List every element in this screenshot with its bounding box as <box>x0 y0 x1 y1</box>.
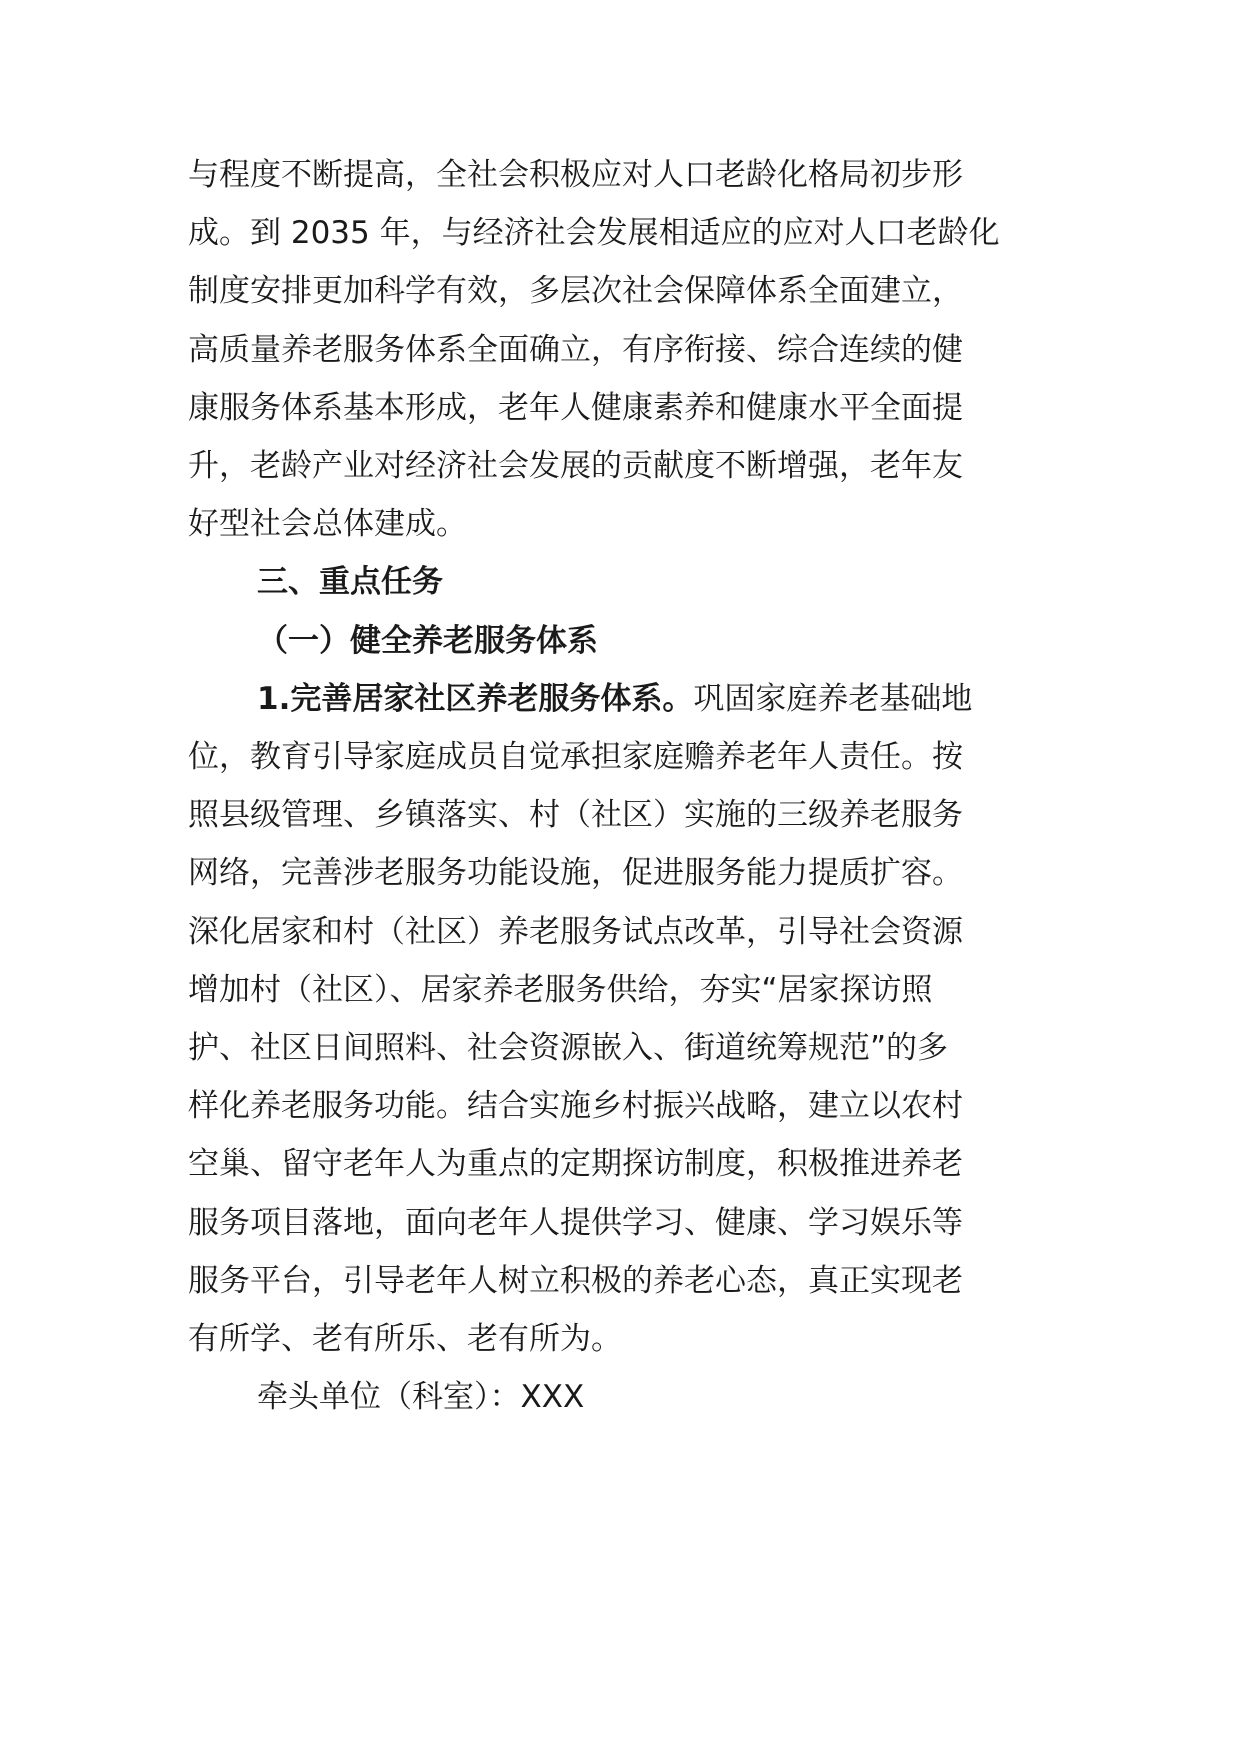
body-line-6: 升，老龄产业对经济社会发展的贡献度不断增强，老年友 <box>188 448 963 484</box>
body-line-7: 好型社会总体建成。 <box>188 506 467 542</box>
item1-line-6: 增加村（社区）、居家养老服务供给，夯实“居家探访照 <box>188 972 933 1008</box>
body-line-3: 制度安排更加科学有效，多层次社会保障体系全面建立， <box>188 273 963 309</box>
body-line-5: 康服务体系基本形成，老年人健康素养和健康水平全面提 <box>188 390 963 426</box>
section-heading: 三、重点任务 <box>257 564 443 600</box>
item1-line-4: 网络，完善涉老服务功能设施，促进服务能力提质扩容。 <box>188 855 963 891</box>
item1-first-line <box>257 679 972 719</box>
item1-title: 1.完善居家社区养老服务体系。 <box>257 681 694 717</box>
body-line-1: 与程度不断提高，全社会积极应对人口老龄化格局初步形 <box>188 157 963 193</box>
item1-line-10: 服务项目落地，面向老年人提供学习、健康、学习娱乐等 <box>188 1205 963 1241</box>
lead-unit: 牵头单位（科室）：XXX <box>257 1379 585 1415</box>
item1-line-2: 位，教育引导家庭成员自觉承担家庭赡养老年人责任。按 <box>188 739 963 775</box>
item1-first-line-text: 巩固家庭养老基础地 <box>693 681 973 717</box>
item1-line-9: 空巢、留守老年人为重点的定期探访制度，积极推进养老 <box>188 1146 963 1182</box>
item1-line-11: 服务平台，引导老年人树立积极的养老心态，真正实现老 <box>188 1263 963 1299</box>
item1-line-3: 照县级管理、乡镇落实、村（社区）实施的三级养老服务 <box>188 797 963 833</box>
item1-line-5: 深化居家和村（社区）养老服务试点改革，引导社会资源 <box>188 914 963 950</box>
item1-line-7: 护、社区日间照料、社会资源嵌入、街道统筹规范”的多 <box>188 1030 949 1066</box>
item1-line-8: 样化养老服务功能。结合实施乡村振兴战略，建立以农村 <box>188 1088 963 1124</box>
item1-line-12: 有所学、老有所乐、老有所为。 <box>188 1321 622 1357</box>
subsection-heading: （一）健全养老服务体系 <box>257 623 598 659</box>
body-line-2: 成。到 2035 年，与经济社会发展相适应的应对人口老龄化 <box>188 215 1000 251</box>
body-line-4: 高质量养老服务体系全面确立，有序衔接、综合连续的健 <box>188 332 963 368</box>
